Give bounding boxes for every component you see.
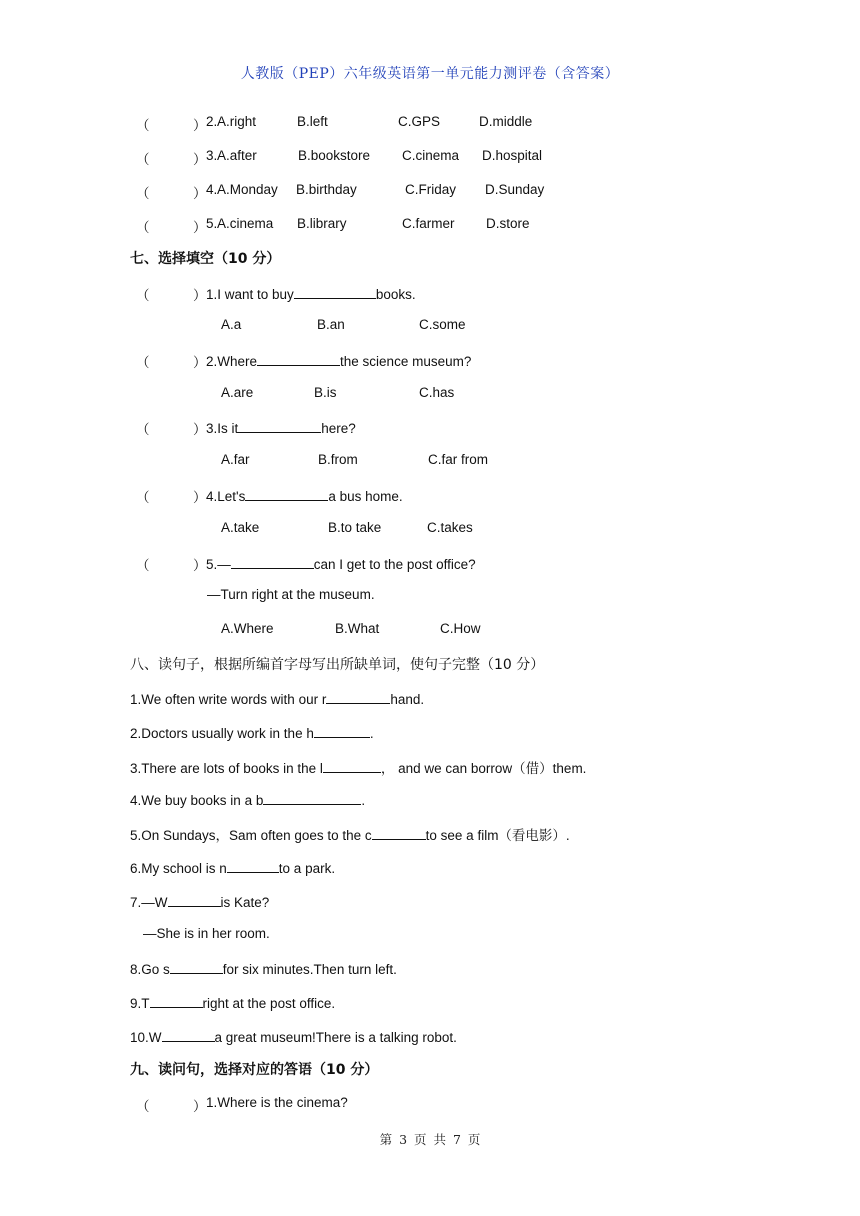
question-text: 1.I want to buy	[206, 287, 294, 302]
section-title-part9: 九、读问句，选择对应的答语（10 分）	[130, 1062, 379, 1078]
answer-paren-open: （	[136, 422, 150, 437]
question-text-after: a bus home.	[328, 489, 403, 504]
option-b: B.library	[297, 216, 347, 231]
question-text: 2.Where	[206, 354, 258, 369]
option-c: C.has	[419, 385, 455, 400]
option-d: D.store	[486, 216, 530, 231]
question-number: 4.	[206, 182, 218, 197]
option-c: C.cinema	[402, 148, 460, 163]
sentence-text: 10.W	[130, 1030, 162, 1045]
question-text-after: the science museum?	[340, 354, 472, 369]
option-c: C.How	[440, 621, 481, 636]
option-b: B.left	[297, 114, 328, 129]
answer-blank[interactable]	[238, 418, 321, 433]
option-a: A.Where	[221, 621, 274, 636]
option-a: A.a	[221, 317, 242, 332]
answer-paren-close: ）	[193, 422, 207, 437]
answer-paren-open: （	[136, 558, 150, 573]
page-footer: 第 3 页 共 7 页	[379, 1132, 481, 1147]
option-a: A.cinema	[217, 216, 274, 231]
answer-blank[interactable]	[162, 1027, 215, 1042]
sentence-text-after: ， and we can borrow（借）them.	[380, 761, 587, 776]
answer-blank[interactable]	[231, 554, 314, 569]
option-c: C.takes	[427, 520, 473, 535]
answer-blank[interactable]	[245, 486, 328, 501]
answer-paren-close: ）	[193, 558, 207, 573]
answer-blank[interactable]	[257, 351, 340, 366]
document-header-title: 人教版（PEP）六年级英语第一单元能力测评卷（含答案）	[240, 66, 620, 82]
answer-blank[interactable]	[294, 284, 376, 299]
option-b: B.to take	[328, 520, 382, 535]
option-b: B.from	[318, 452, 358, 467]
part8-sentence-10	[130, 1027, 457, 1045]
part8-sentence-5	[130, 824, 570, 844]
question-text-after: can I get to the post office?	[313, 557, 476, 572]
question-text: 1.Where is the cinema?	[206, 1095, 348, 1110]
answer-paren-open: （	[136, 288, 150, 303]
answer-paren-open: （	[136, 118, 150, 133]
option-c: C.far from	[428, 452, 489, 467]
option-a: A.far	[221, 452, 250, 467]
question-number: 3.	[206, 148, 218, 163]
option-d: D.middle	[479, 114, 533, 129]
answer-paren-open: （	[136, 355, 150, 370]
answer-paren-close: ）	[193, 355, 207, 370]
sentence-text-after: .	[361, 793, 366, 808]
part8-sentence-7	[130, 892, 269, 910]
answer-paren-open: （	[136, 220, 150, 235]
answer-blank[interactable]	[170, 959, 223, 974]
question-text: 4.Let's	[206, 489, 246, 504]
option-a: A.take	[221, 520, 260, 535]
sentence-text-after: to see a film（看电影）.	[425, 828, 570, 843]
option-c: C.GPS	[398, 114, 441, 129]
option-d: D.hospital	[482, 148, 543, 163]
sentence-text: 6.My school is n	[130, 861, 227, 876]
answer-paren-close: ）	[193, 288, 207, 303]
sentence-text: 3.There are lots of books in the l	[130, 761, 323, 776]
question-text-after: books.	[375, 287, 416, 302]
option-d: D.Sunday	[485, 182, 545, 197]
sentence-text-after: to a park.	[278, 861, 336, 876]
answer-blank[interactable]	[227, 858, 279, 873]
option-b: B.birthday	[296, 182, 357, 197]
sentence-text: 8.Go s	[130, 962, 170, 977]
sentence-text-after: right at the post office.	[202, 996, 336, 1011]
part8-sentence-8	[130, 959, 397, 977]
answer-paren-close: ）	[193, 220, 207, 235]
section-title-part7: 七、选择填空（10 分）	[130, 251, 281, 267]
sentence-text: 7.—W	[130, 895, 168, 910]
answer-blank[interactable]	[150, 993, 203, 1008]
sentence-text: 9.T	[130, 996, 150, 1011]
sentence-text-after: a great museum!There is a talking robot.	[214, 1030, 457, 1045]
sentence-text-after: hand.	[390, 692, 425, 707]
answer-paren-close: ）	[193, 490, 207, 505]
option-b: B.is	[314, 385, 337, 400]
sentence-text: 1.We often write words with our r	[130, 692, 327, 707]
option-a: A.are	[221, 385, 254, 400]
question-number: 2.	[206, 114, 218, 129]
answer-blank[interactable]	[168, 892, 221, 907]
option-c: C.some	[419, 317, 466, 332]
question-number: 5.	[206, 216, 218, 231]
part8-sentence-4	[130, 790, 365, 808]
sentence-text-after: is Kate?	[220, 895, 270, 910]
answer-blank[interactable]	[323, 758, 381, 773]
part8-sentence-9	[130, 993, 335, 1011]
option-b: B.an	[317, 317, 345, 332]
option-a: A.Monday	[217, 182, 278, 197]
sentence-text: 5.On Sundays，Sam often goes to the c	[130, 828, 372, 843]
part8-sentence-3	[130, 757, 586, 777]
option-b: B.bookstore	[298, 148, 371, 163]
option-c: C.farmer	[402, 216, 455, 231]
option-c: C.Friday	[405, 182, 457, 197]
answer-paren-open: （	[136, 1099, 150, 1114]
option-a: A.right	[217, 114, 257, 129]
part8-sentence-6	[130, 858, 335, 876]
part8-sentence-1	[130, 689, 424, 707]
answer-blank[interactable]	[326, 689, 390, 704]
dialogue-answer: —Turn right at the museum.	[207, 587, 375, 602]
question-text-after: here?	[321, 421, 356, 436]
answer-paren-close: ）	[193, 1099, 207, 1114]
answer-paren-close: ）	[193, 152, 207, 167]
answer-paren-open: （	[136, 186, 150, 201]
answer-blank[interactable]	[263, 790, 361, 805]
sentence-text-after: for six minutes.Then turn left.	[222, 962, 397, 977]
option-b: B.What	[335, 621, 380, 636]
question-text: 5.—	[206, 557, 231, 572]
answer-paren-close: ）	[193, 118, 207, 133]
question-text: 3.Is it	[206, 421, 239, 436]
part8-sentence-7-answer: —She is in her room.	[143, 926, 270, 941]
sentence-text-after: .	[369, 726, 374, 741]
part8-sentence-2	[130, 723, 374, 741]
answer-paren-open: （	[136, 152, 150, 167]
answer-blank[interactable]	[372, 825, 426, 840]
answer-paren-open: （	[136, 490, 150, 505]
sentence-text: 2.Doctors usually work in the h	[130, 726, 314, 741]
answer-paren-close: ）	[193, 186, 207, 201]
section-title-part8: 八、读句子，根据所编首字母写出所缺单词，使句子完整（10 分）	[130, 657, 545, 673]
sentence-text: 4.We buy books in a b	[130, 793, 264, 808]
option-a: A.after	[217, 148, 257, 163]
answer-blank[interactable]	[314, 723, 370, 738]
